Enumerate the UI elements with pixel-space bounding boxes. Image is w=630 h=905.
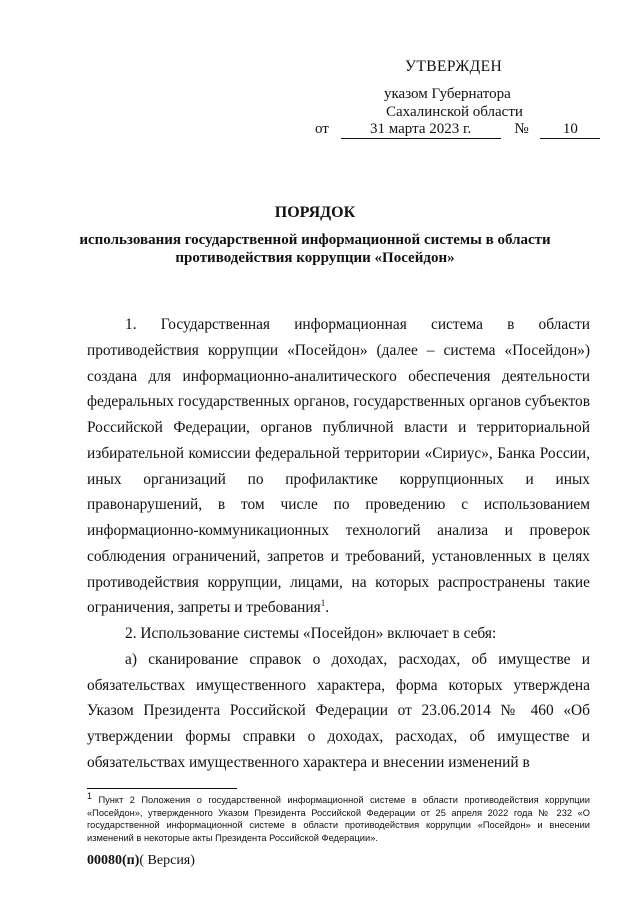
document-title: ПОРЯДОК: [274, 204, 356, 221]
document-code-number: 00080(п): [87, 853, 140, 868]
approval-number: 10: [540, 121, 600, 139]
paragraph-1: [87, 312, 590, 621]
paragraph-3: а) сканирование справок о доходах, расходах, об имуществе и обязательствах имущественного характера, форма которых утверждена Указом Президента Российской Федерации от 23.06.2014 № 460 «Об утверждении формы справки о доходах, расходах, об имуществе и обязательствах имущественного характера и внесении изменений в: [87, 650, 590, 771]
footnote-text: Пункт 2 Положения о государственной информационной системе в области противодействия коррупции «Посейдон», утвержденного Указом Президента Российской Федерации от 25 апреля 2022 года № 232 «О государственной информационной системе в области противодействия коррупции «Посейдон» и внесении изменений в некоторые акты Президента Российской Федерации».: [87, 795, 590, 843]
paragraph-1-text: 1. Государственная информационная система в области противодействия коррупции «Посейдон» (далее – система «Посейдон») создана для информационно-аналитического обеспечения деятельности федеральных государственных органов, государственных органов субъектов Российской Федерации, органов публичной власти и территориальной избирательной комиссии федеральной территории «Сириус», Банка России, иных организаций по профилактике коррупционных и иных правонарушений, в том числе по проведению с использованием информационно-коммуникационных технологий анализа и проверок соблюдения ограничений, запретов и требований, установленных в целях противодействия коррупции, лицами, на которых распространены такие ограничения, запреты и требования: [87, 316, 590, 617]
number-label: №: [514, 121, 529, 137]
footnote-mark: 1: [87, 790, 93, 801]
approval-authority-line2: Сахалинской области: [386, 104, 523, 120]
approval-title: УТВЕРЖДЕН: [405, 58, 503, 75]
paragraph-1-end: .: [325, 599, 330, 617]
approval-authority-line1: указом Губернатора: [384, 86, 511, 102]
footnote-ref[interactable]: 1: [320, 598, 326, 609]
document-subtitle-line1: использования государственной информационной системы в области: [79, 232, 551, 248]
approval-date: 31 марта 2023 г.: [341, 121, 501, 139]
footnote: [87, 790, 590, 844]
footnote-divider: [87, 788, 237, 789]
document-subtitle-line2: противодействия коррупции «Посейдон»: [175, 250, 455, 266]
document-code: [87, 853, 195, 869]
from-label: от: [315, 121, 329, 137]
paragraph-2: 2. Использование системы «Посейдон» включает в себя:: [125, 625, 497, 642]
document-code-version: ( Версия): [139, 853, 195, 868]
document-body: [87, 312, 590, 776]
approval-date-row: [315, 121, 600, 139]
